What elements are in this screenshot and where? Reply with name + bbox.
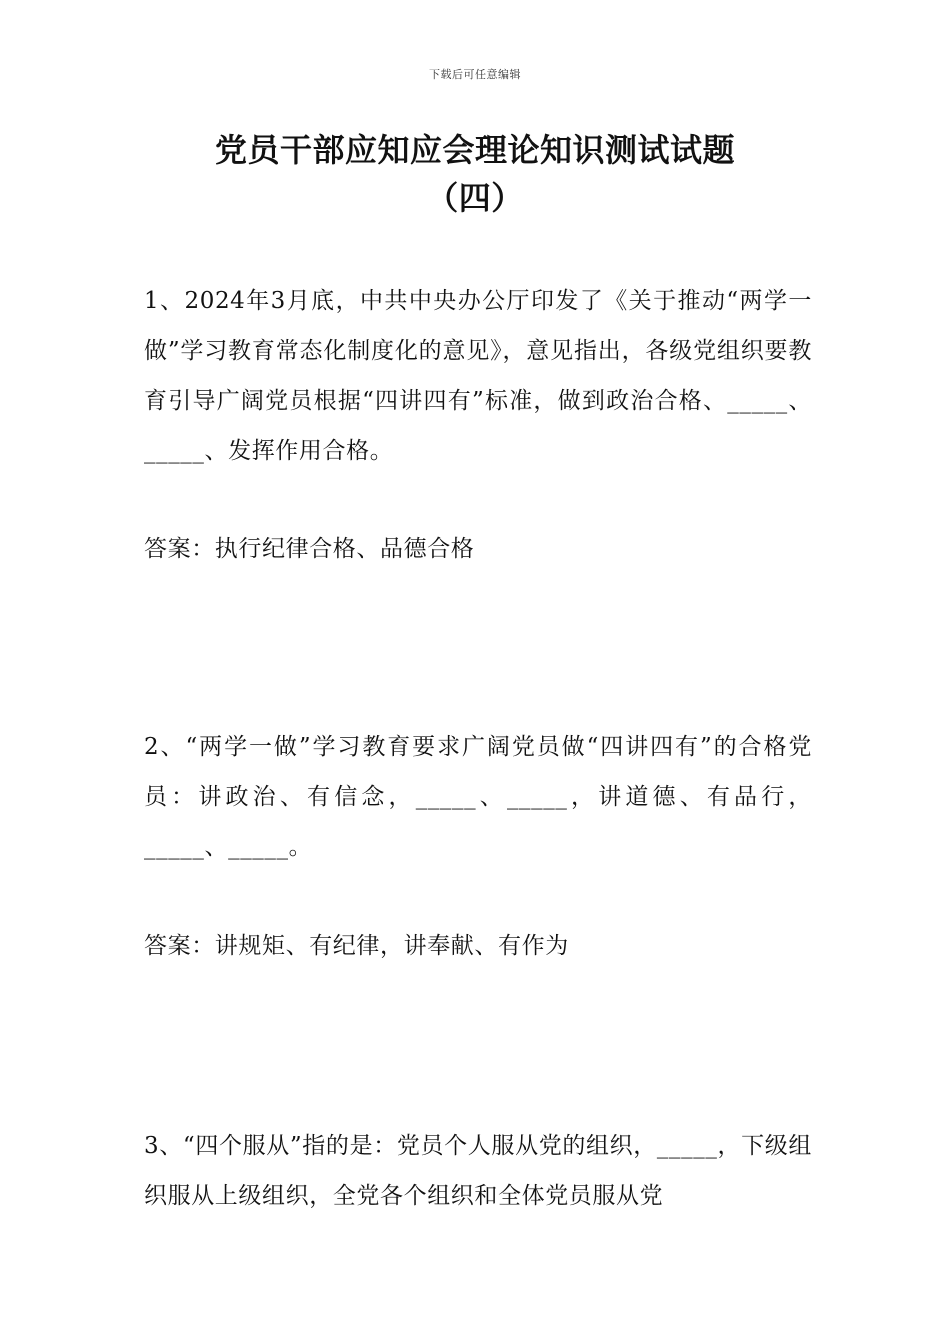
document-title xyxy=(0,126,950,222)
question-3: 3、“四个服从”指的是：党员个人服从党的组织，_____，下级组织服从上级组织，全党各个组织和全体党员服从党 xyxy=(144,1133,812,1209)
question-1: 1、2024年3月底，中共中央办公厅印发了《关于推动“两学一做”学习教育常态化制度化的意见》，意见指出，各级党组织要教育引导广阔党员根据“四讲四有”标准，做到政治合格、_____、_____、发挥作用合格。 xyxy=(144,288,812,464)
question-2: 2、“两学一做”学习教育要求广阔党员做“四讲四有”的合格党员：讲政治、有信念，_____、_____，讲道德、有品行，_____、_____。 xyxy=(144,734,812,860)
title-line-2: （四） xyxy=(426,179,524,217)
header-note: 下载后可任意编辑 xyxy=(429,68,521,81)
answer-2: 答案：讲规矩、有纪律，讲奉献、有作为 xyxy=(144,933,569,959)
answer-1: 答案：执行纪律合格、品德合格 xyxy=(144,536,475,562)
title-line-1: 党员干部应知应会理论知识测试试题 xyxy=(214,131,735,169)
